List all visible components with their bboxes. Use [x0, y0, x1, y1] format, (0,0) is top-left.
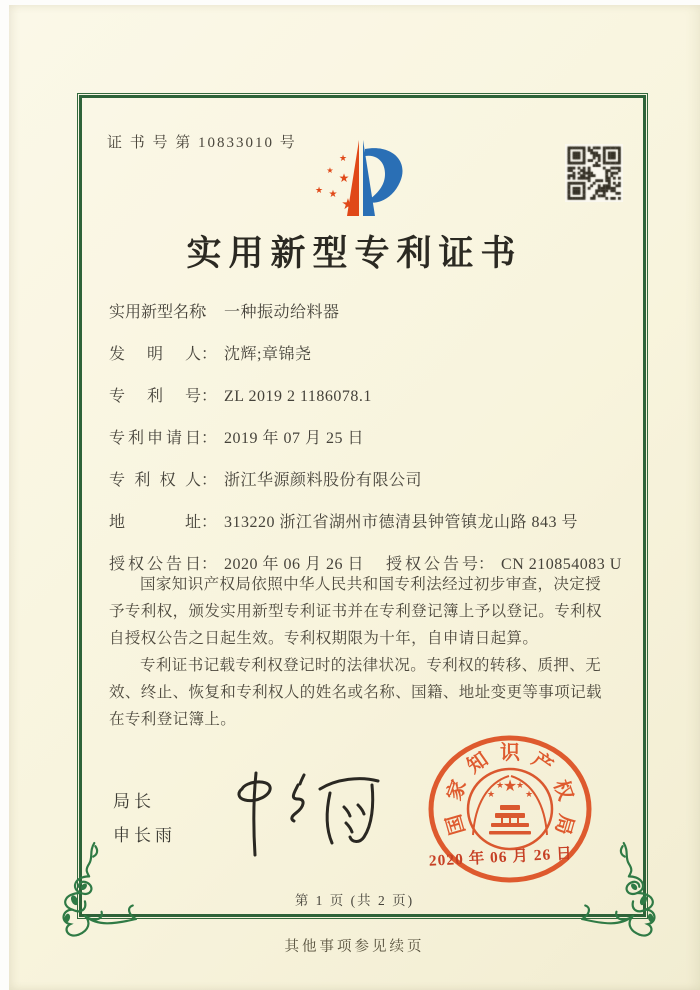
legal-paragraph-1: 国家知识产权局依照中华人民共和国专利法经过初步审查，决定授予专利权，颁发实用新型专利证书并在专利登记簿上予以登记。专利权自授权公告之日起生效。专利权期限为十年，自申请日起算。 — [109, 576, 602, 647]
emblem-star-icon: ★ — [495, 781, 505, 791]
colon: ： — [201, 388, 218, 405]
qr-code-icon — [565, 144, 623, 202]
field-label: 授权公告日 — [109, 556, 201, 573]
page-number: 第 1 页 (共 2 页) — [294, 893, 415, 908]
field-label: 授权公告号 — [386, 556, 479, 573]
field-row-name — [109, 300, 614, 326]
emblem-star-icon: ★ — [524, 790, 534, 800]
colon: ： — [201, 430, 218, 447]
field-value: 2019 年 07 月 25 日 — [224, 430, 365, 447]
field-row-patentee — [109, 468, 614, 494]
legal-paragraph-2: 专利证书记载专利权登记时的法律状况。专利权的转移、质押、无效、终止、恢复和专利权人的姓名或名称、国籍、地址变更等事项记载在专利登记簿上。 — [109, 657, 602, 728]
logo-star-icon: ★ — [341, 195, 355, 213]
certificate-number: 证 书 号 第 10833010 号 — [107, 135, 297, 151]
field-row-inventor — [109, 342, 614, 368]
seal-char: 识 — [500, 742, 520, 764]
emblem-star-icon: ★ — [486, 790, 496, 800]
logo-star-icon: ★ — [338, 154, 348, 164]
field-value: CN 210854083 U — [501, 556, 622, 573]
field-list — [109, 300, 622, 578]
logo-star-icon: ★ — [328, 189, 338, 200]
official-seal — [423, 731, 597, 887]
field-row-address — [109, 510, 614, 536]
colon: ： — [201, 556, 218, 573]
field-value: 浙江华源颜料股份有限公司 — [224, 472, 423, 489]
field-label: 专利权人 — [109, 472, 201, 489]
colon: ： — [201, 346, 218, 363]
field-label: 发明人 — [109, 346, 201, 363]
signature-handwriting-icon — [212, 763, 387, 863]
logo-star-icon: ★ — [314, 186, 324, 196]
field-value: 2020 年 06 月 26 日 — [224, 556, 365, 573]
field-label: 地址 — [109, 514, 201, 531]
colon: ： — [201, 514, 218, 531]
field-value: 沈辉;章锦尧 — [224, 346, 312, 363]
field-row-filing-date — [109, 426, 614, 452]
colon: ： — [201, 472, 218, 489]
field-label: 专利申请日 — [109, 430, 201, 447]
seal-char: 知 — [463, 748, 493, 778]
signer-name: 申长雨 — [113, 826, 176, 845]
signer-title: 局长 — [113, 792, 155, 811]
logo-star-icon: ★ — [326, 166, 334, 175]
cnipa-logo-icon — [307, 136, 421, 222]
certificate-title: 实用新型专利证书 — [186, 234, 523, 273]
seal-date: 2020 年 06 月 26 日 — [428, 845, 574, 870]
national-emblem-icon — [468, 769, 552, 849]
logo-star-icon: ★ — [338, 171, 350, 185]
certificate-page — [9, 5, 700, 990]
colon: ： — [478, 556, 495, 573]
seal-char: 国 — [442, 811, 470, 838]
seal-char: 产 — [527, 748, 557, 778]
field-value: ZL 2019 2 1186078.1 — [224, 388, 372, 405]
colon: ： — [201, 304, 218, 321]
emblem-star-icon: ★ — [502, 776, 518, 795]
continuation-note: 其他事项参见续页 — [284, 939, 425, 955]
field-value: 一种振动给料器 — [224, 304, 340, 321]
seal-char: 权 — [549, 777, 577, 804]
seal-char: 家 — [443, 777, 471, 804]
emblem-star-icon: ★ — [515, 781, 525, 791]
field-row-patent-no — [109, 384, 614, 410]
seal-char: 局 — [550, 811, 578, 838]
field-value: 313220 浙江省湖州市德清县钟管镇龙山路 843 号 — [224, 514, 579, 531]
field-label: 实用新型名称 — [109, 304, 206, 321]
legal-text — [109, 571, 611, 733]
signer-block — [113, 785, 176, 853]
field-label: 专利号 — [109, 388, 201, 405]
